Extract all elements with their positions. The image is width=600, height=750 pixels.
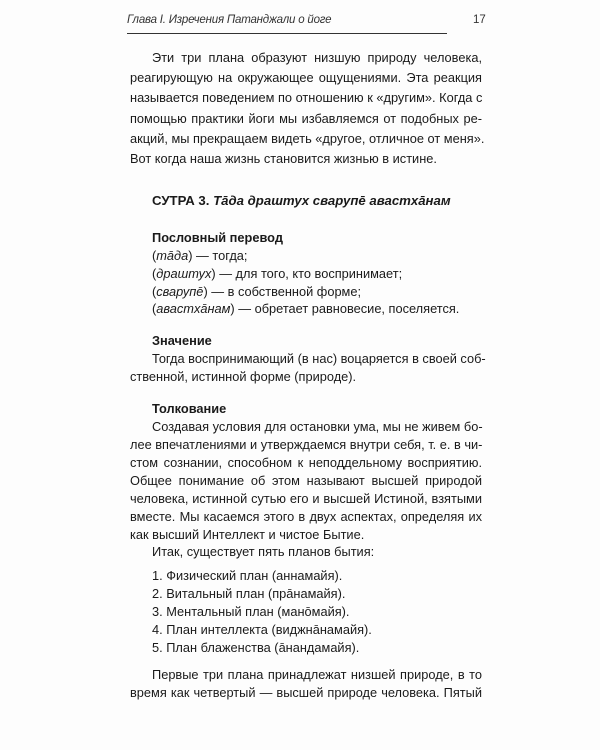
term: сварупē <box>156 283 204 299</box>
text-line: человека, истинной сутью его и высшей Истиной, взятыми <box>130 490 482 506</box>
intro-paragraph <box>130 48 485 169</box>
page-body <box>130 48 486 702</box>
planes-list <box>130 567 482 656</box>
sutra-title: Тāда драштух сварупē авастхāнам <box>213 193 451 209</box>
text-line: вместе. Мы касаемся этого в двух аспектах, определяя их <box>130 508 482 524</box>
meaning: — тогда; <box>192 248 248 264</box>
text-line: стом сознании, способном к неподдельному восприятию. <box>130 454 482 470</box>
text-line: лее впечатлениями и утверждаемся внутри себя, т. е. в чи- <box>130 437 483 453</box>
list-item: 4. План интеллекта (виджнāнамайя). <box>152 621 372 637</box>
translation-item: (авастхāнам) — обретает равновесие, поселяется. <box>152 301 460 317</box>
section-heading: Значение <box>152 333 212 349</box>
header-rule <box>127 33 447 34</box>
text-line: время как четвертый — высшей природе человека. Пятый <box>130 685 482 701</box>
meaning: — в собственной форме; <box>207 283 362 299</box>
term: авастхāнам <box>156 301 231 317</box>
list-item: 5. План блаженства (āнандамайя). <box>152 639 360 655</box>
text-line: как высший Интеллект и чистое Бытие. <box>130 526 365 542</box>
section-heading: Толкование <box>152 401 227 417</box>
text-line: акций, мы прекращаем видеть «другое, отличное от меня». <box>130 130 485 146</box>
translation-item: (тāда) — тогда; <box>152 248 248 264</box>
sutra-label: СУТРА 3. <box>152 193 210 209</box>
meaning-section <box>130 332 486 386</box>
text-line: Эти три плана образуют низшую природу человека, <box>152 50 482 65</box>
list-item: 1. Физический план (аннамайя). <box>152 568 343 584</box>
text-line: Общее понимание об этом называют высшей природой <box>130 472 482 488</box>
meaning: — обретает равновесие, поселяется. <box>234 301 460 317</box>
text-line: Вот когда наша жизнь становится жизнью в истине. <box>130 151 437 167</box>
text-line: реагирующую на окружающее ощущениями. Эта реакция <box>130 70 482 86</box>
translation-item: (сварупē) — в собственной форме; <box>152 283 362 299</box>
term: тāда <box>156 248 189 264</box>
text-line: Первые три плана принадлежат низшей природе, в то <box>152 667 482 683</box>
text-line: называется поведением по отношению к «другим». Когда с <box>130 90 483 106</box>
literal-translation <box>130 229 482 318</box>
text-line: Итак, существует пять планов бытия: <box>152 544 375 560</box>
text-line: ственной, истинной форме (природе). <box>130 369 357 385</box>
sutra-heading <box>130 191 482 211</box>
commentary-section <box>130 400 482 561</box>
list-item: 3. Ментальный план (манōмайя). <box>152 603 350 619</box>
list-item: 2. Витальный план (прāнамайя). <box>152 586 346 602</box>
term: драштух <box>156 265 212 281</box>
text-line: Тогда воспринимающий (в нас) воцаряется в своей соб- <box>152 351 486 367</box>
page-number: 17 <box>473 14 486 26</box>
text-line: Создавая условия для остановки ума, мы не живем бо- <box>152 419 483 435</box>
section-heading: Пословный перевод <box>152 230 283 246</box>
translation-item: (драштух) — для того, кто воспринимает; <box>152 265 403 281</box>
text-line: помощью практики йоги мы избавляемся от подобных ре- <box>130 110 482 126</box>
meaning: — для того, кто воспринимает; <box>215 265 403 281</box>
closing-paragraph <box>130 666 482 702</box>
running-header: Глава I. Изречения Патанджали о йоге <box>127 14 332 26</box>
